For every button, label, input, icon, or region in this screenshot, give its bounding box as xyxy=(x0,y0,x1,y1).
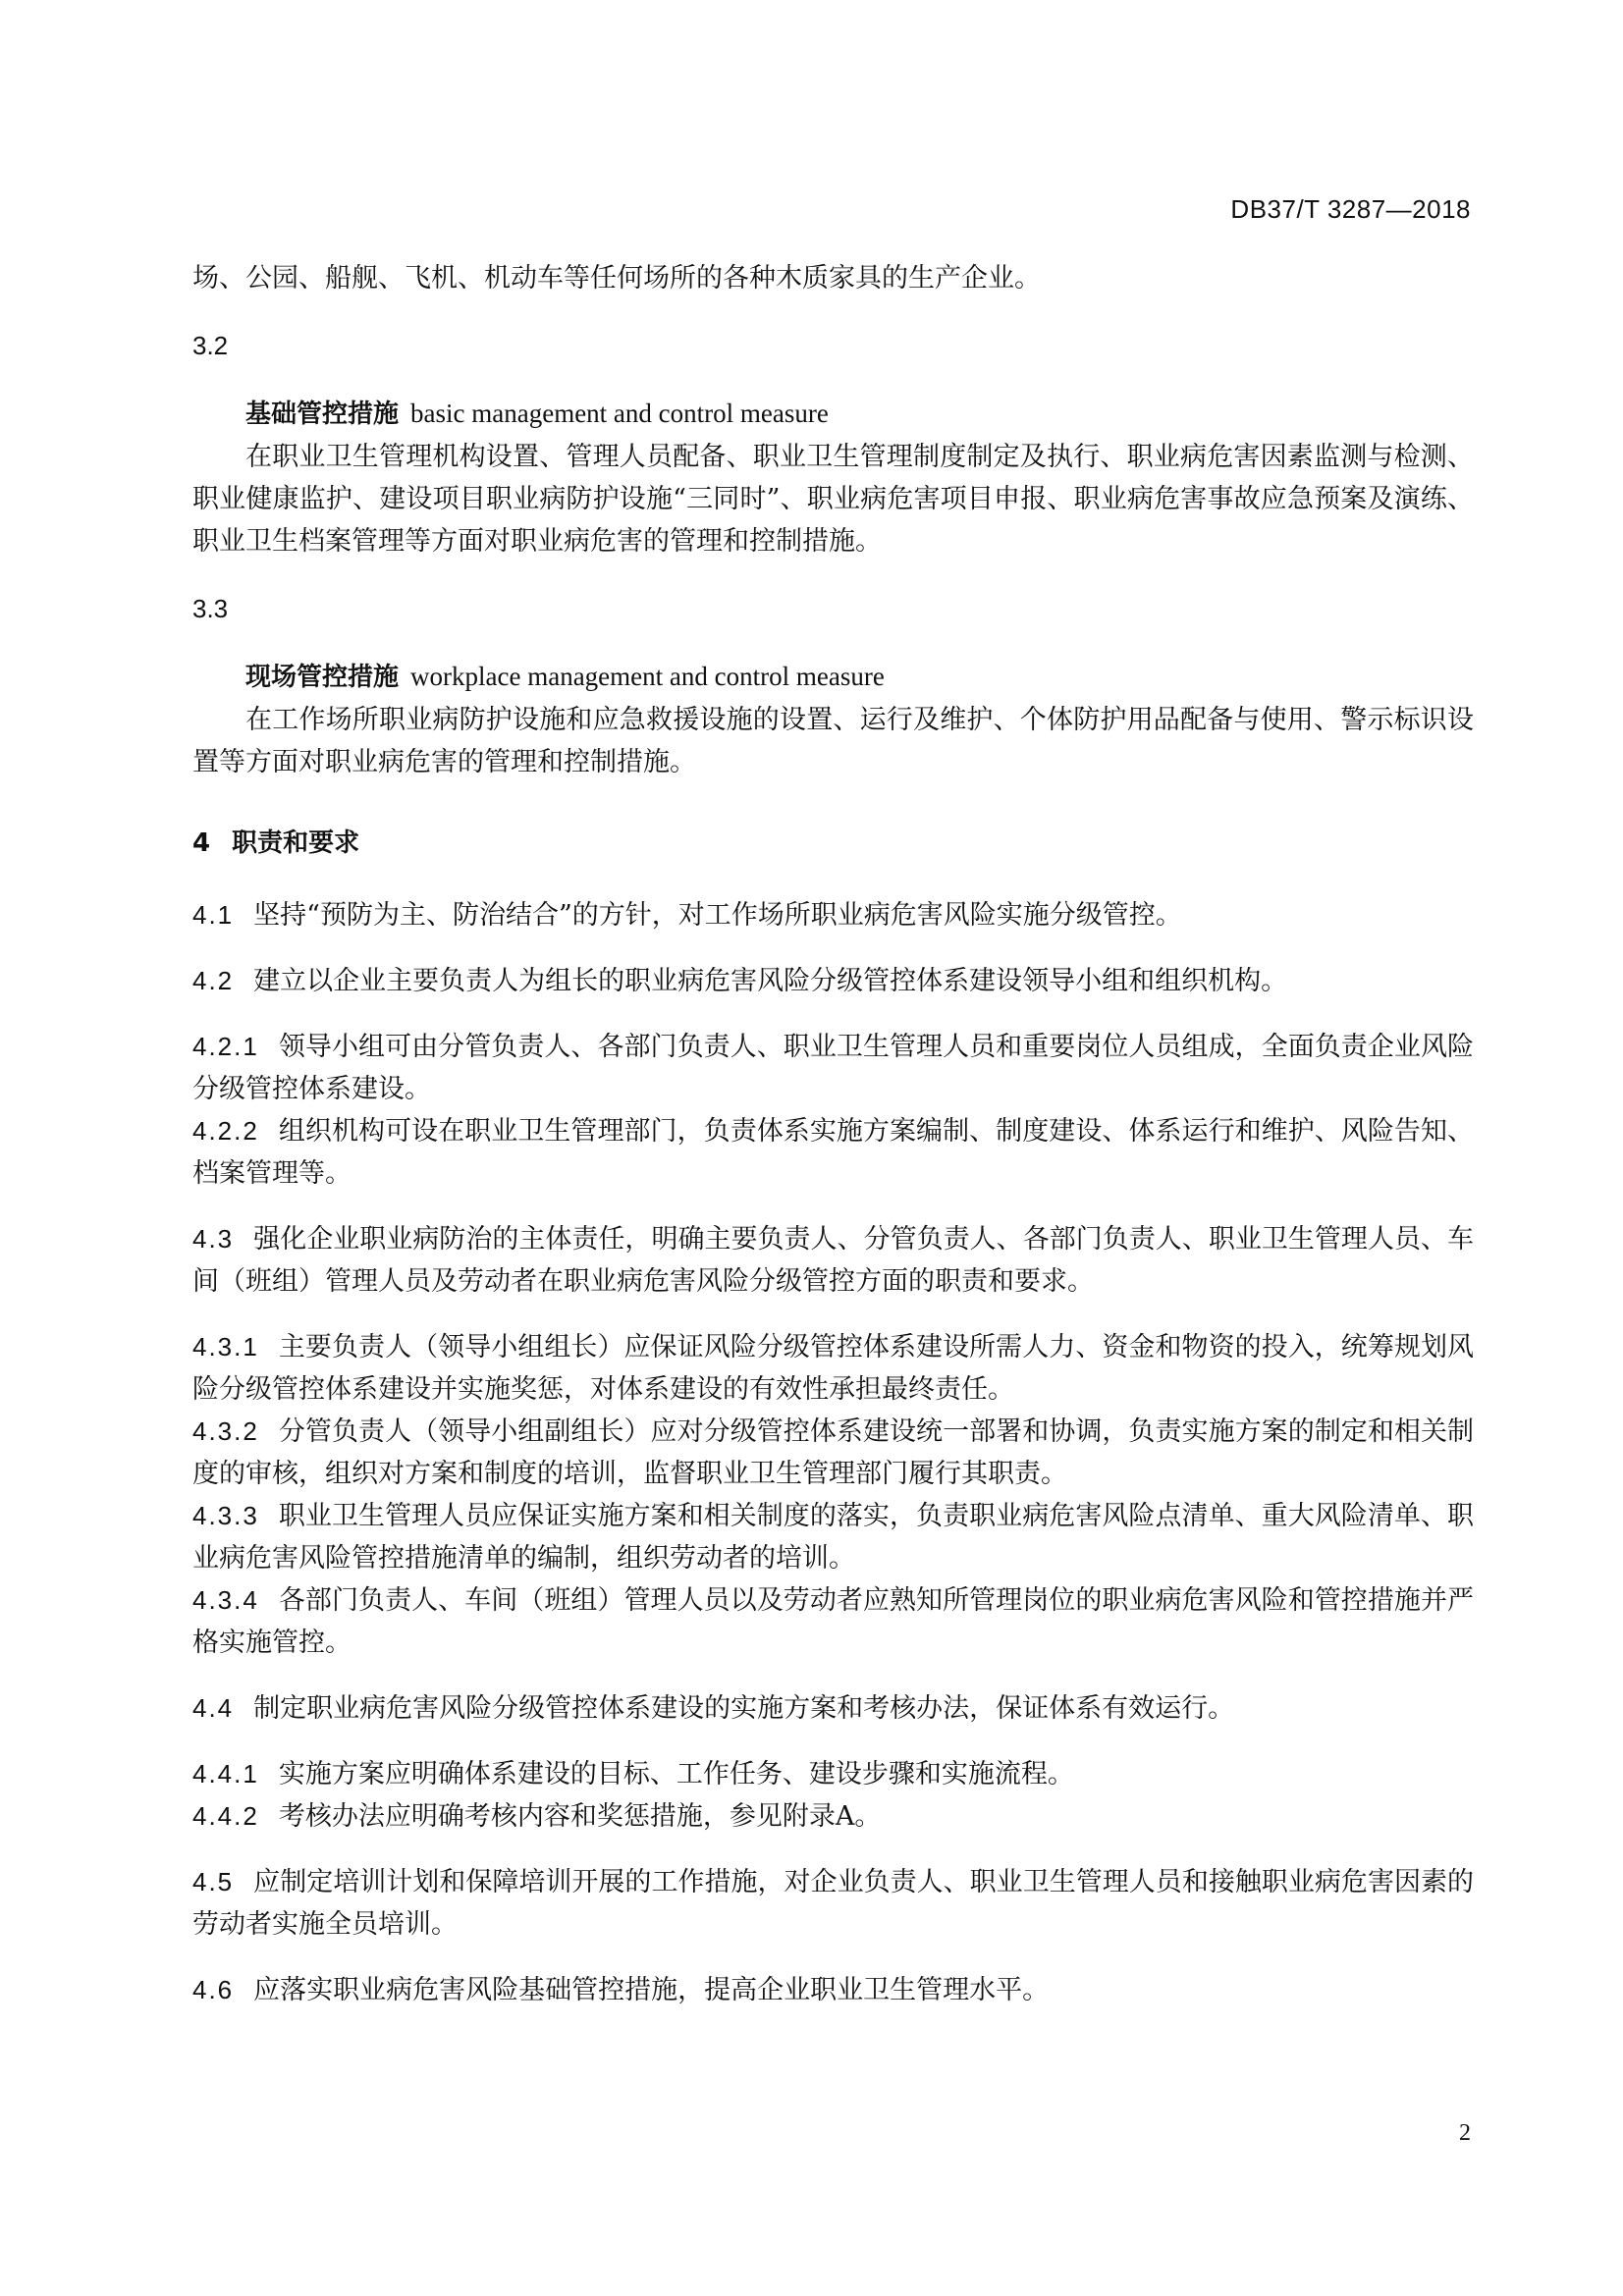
term-definition: 在工作场所职业病防护设施和应急救援设施的设置、运行及维护、个体防护用品配备与使用、警示标识设置等方面对职业病危害的管理和控制措施。 xyxy=(192,705,1474,777)
clause-text: 组织机构可设在职业卫生管理部门，负责体系实施方案编制、制度建设、体系运行和维护、风险告知、档案管理等。 xyxy=(192,1116,1474,1189)
chapter-title: 职责和要求 xyxy=(232,828,360,858)
term-title-en: workplace management and control measure xyxy=(410,662,885,691)
clause-number: 4.3 xyxy=(192,1224,235,1254)
continuation-paragraph: 场、公园、船舰、飞机、机动车等任何场所的各种木质家具的生产企业。 xyxy=(192,263,1041,294)
clause-text: 建立以企业主要负责人为组长的职业病危害风险分级管控体系建设领导小组和组织机构。 xyxy=(253,966,1288,996)
clause-text: 强化企业职业病防治的主体责任，明确主要负责人、分管负责人、各部门负责人、职业卫生管理人员、车间（班组）管理人员及劳动者在职业病危害风险分级管控方面的职责和要求。 xyxy=(192,1224,1474,1297)
clause-text: 考核办法应明确考核内容和奖惩措施，参见附录A。 xyxy=(278,1801,882,1832)
term-number: 3.3 xyxy=(192,594,229,623)
term-definition: 在职业卫生管理机构设置、管理人员配备、职业卫生管理制度制定及执行、职业病危害因素监测与检测、职业健康监护、建设项目职业病防护设施“三同时”、职业病危害项目申报、职业病危害事故应急预案及演练、职业卫生档案管理等方面对职业病危害的管理和控制措施。 xyxy=(192,442,1474,557)
clause-number: 4.2.1 xyxy=(192,1032,259,1061)
term-title xyxy=(192,393,1474,436)
clause xyxy=(192,1026,1474,1110)
term-title-en: basic management and control measure xyxy=(410,399,829,428)
clause-number: 4.6 xyxy=(192,1975,235,2004)
clause-number: 4.2.2 xyxy=(192,1116,259,1146)
clause-text: 分管负责人（领导小组副组长）应对分级管控体系建设统一部署和协调，负责实施方案的制定和相关制度的审核，组织对方案和制度的培训，监督职业卫生管理部门履行其职责。 xyxy=(192,1416,1474,1489)
clause xyxy=(192,1579,1474,1664)
term-number: 3.2 xyxy=(192,331,229,360)
clause xyxy=(192,1495,1474,1579)
chapter-heading xyxy=(192,823,1474,865)
chapter-number: 4 xyxy=(192,828,211,858)
clause-text: 职业卫生管理人员应保证实施方案和相关制度的落实，负责职业病危害风险点清单、重大风险清单、职业病危害风险管控措施清单的编制，组织劳动者的培训。 xyxy=(192,1501,1474,1574)
clause-text: 各部门负责人、车间（班组）管理人员以及劳动者应熟知所管理岗位的职业病危害风险和管控措施并严格实施管控。 xyxy=(192,1585,1474,1658)
clause-text: 应制定培训计划和保障培训开展的工作措施，对企业负责人、职业卫生管理人员和接触职业病危害因素的劳动者实施全员培训。 xyxy=(192,1867,1474,1940)
clause xyxy=(192,1411,1474,1495)
clause-text: 坚持“预防为主、防治结合”的方针，对工作场所职业病危害风险实施分级管控。 xyxy=(253,900,1182,931)
clause-number: 4.2 xyxy=(192,966,235,995)
clause-text: 应落实职业病危害风险基础管控措施，提高企业职业卫生管理水平。 xyxy=(253,1975,1050,2005)
clause-number: 4.3.3 xyxy=(192,1501,259,1530)
clause xyxy=(192,1687,1474,1730)
clause xyxy=(192,1753,1474,1795)
clause-number: 4.5 xyxy=(192,1867,235,1896)
page-content xyxy=(192,257,1474,2011)
clause-number: 4.1 xyxy=(192,900,235,930)
clause-number: 4.4.2 xyxy=(192,1801,259,1831)
standard-code: DB37/T 3287—2018 xyxy=(1230,194,1471,224)
page-number: 2 xyxy=(1459,2120,1471,2146)
term-title xyxy=(192,656,1474,699)
clause xyxy=(192,1969,1474,2011)
term-title-cn: 现场管控措施 xyxy=(245,663,400,692)
clause xyxy=(192,1795,1474,1838)
clause-number: 4.3.2 xyxy=(192,1416,259,1446)
clause xyxy=(192,960,1474,1002)
clause-text: 主要负责人（领导小组组长）应保证风险分级管控体系建设所需人力、资金和物资的投入，统筹规划风险分级管控体系建设并实施奖惩，对体系建设的有效性承担最终责任。 xyxy=(192,1332,1474,1405)
clause-text: 实施方案应明确体系建设的目标、工作任务、建设步骤和实施流程。 xyxy=(278,1759,1074,1789)
clause xyxy=(192,1861,1474,1946)
clause-number: 4.3.4 xyxy=(192,1585,259,1615)
clause-text: 制定职业病危害风险分级管控体系建设的实施方案和考核办法，保证体系有效运行。 xyxy=(253,1693,1235,1724)
term-title-cn: 基础管控措施 xyxy=(245,400,400,429)
clause xyxy=(192,1110,1474,1195)
clause-text: 领导小组可由分管负责人、各部门负责人、职业卫生管理人员和重要岗位人员组成，全面负责企业风险分级管控体系建设。 xyxy=(192,1032,1474,1104)
clause-number: 4.4.1 xyxy=(192,1759,259,1789)
clause xyxy=(192,1326,1474,1411)
clause xyxy=(192,1218,1474,1303)
clause-number: 4.4 xyxy=(192,1693,235,1723)
clause xyxy=(192,894,1474,936)
clause-number: 4.3.1 xyxy=(192,1332,259,1362)
